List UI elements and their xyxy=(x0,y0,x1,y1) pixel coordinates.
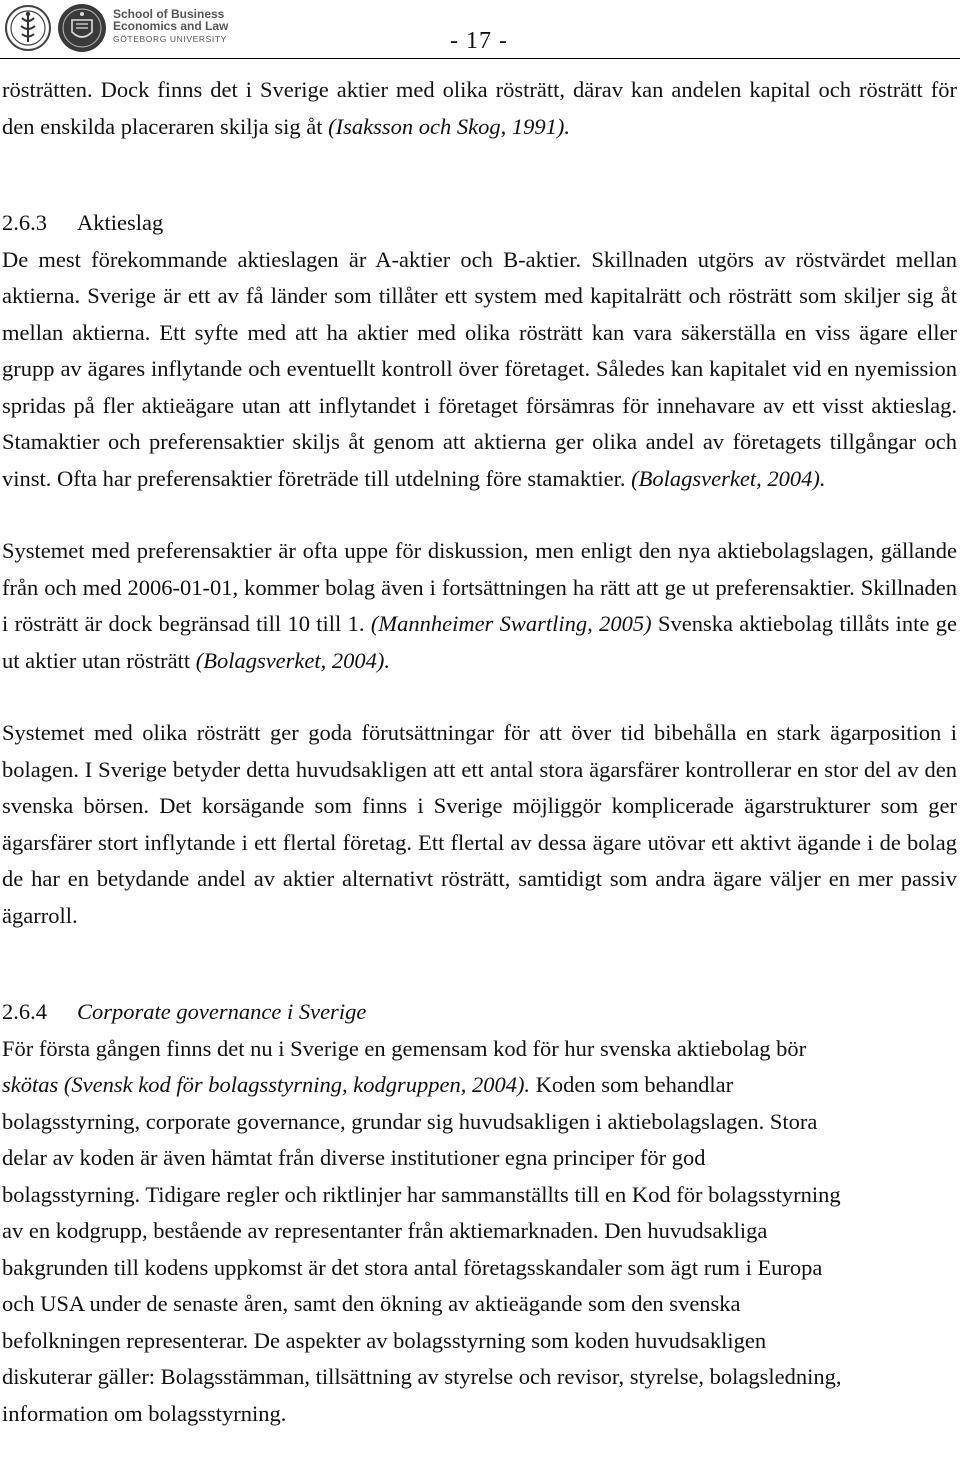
logo-line-3: GÖTEBORG UNIVERSITY xyxy=(113,34,227,44)
paragraph-3 xyxy=(2,533,957,679)
section-heading-aktieslag xyxy=(2,205,957,242)
citation: (Bolagsverket, 2004). xyxy=(195,647,391,673)
text-line: befolkningen representerar. De aspekter av bolagsstyrning som koden huvudsakligen xyxy=(2,1327,767,1353)
logo-line-1: School of Business xyxy=(113,7,225,21)
text-fragment: Koden som behandlar xyxy=(530,1072,734,1097)
paragraph-4: Systemet med olika rösträtt ger goda förutsättningar för att över tid bibehålla en stark ägarposition i bolagen. I Sverige betyder detta huvudsakligen att ett antal stora ägarsfärer kontrollerar en stor del av den svenska börsen. Det korsägande som finns i Sverige möjliggör komplicerade ägarstrukturer som ger ägarsfärer stort inflytande i ett flertal företag. Ett flertal av dessa ägare utövar ett aktivt ägande i de bolag de har en betydande andel av aktier alternativt rösträtt, samtidigt som andra ägare väljer en mer passiv ägarroll. xyxy=(2,720,957,928)
document-body xyxy=(2,72,957,1432)
text-line: information om bolagsstyrning. xyxy=(2,1400,287,1426)
citation: (Bolagsverket, 2004). xyxy=(631,465,826,491)
university-crest-icon xyxy=(56,2,108,54)
text-line: bolagsstyrning. Tidigare regler och riktlinjer har sammanställts till en Kod för bolagsstyrning xyxy=(2,1181,841,1207)
text-line xyxy=(2,1067,957,1104)
section-number: 2.6.3 xyxy=(2,210,47,235)
section-heading-corporate-governance xyxy=(2,994,957,1031)
paragraph-2-text: De mest förekommande aktieslagen är A-aktier och B-aktier. Skillnaden utgörs av röstvärdet mellan aktierna. Sverige är ett av få länder som tillåter ett system med kapitalrätt och rösträtt som skiljer sig åt mellan aktierna. Ett syfte med att ha aktier med olika rösträtt kan vara säkerställa en viss ägare eller grupp av ägares inflytande och eventuellt kontroll över företaget. Således kan kapitalet vid en nyemission spridas på fler aktieägare utan att inflytandet i företaget försämras för innehavare av ett visst aktieslag. Stamaktier och preferensaktier skiljs åt genom att aktierna ger olika andel av företagets tillgångar och vinst. Ofta har preferensaktier företräde till utdelning före stamaktier. xyxy=(2,246,957,491)
section-title: Aktieslag xyxy=(77,210,164,235)
citation: skötas (Svensk kod för bolagsstyrning, kodgruppen, 2004). xyxy=(2,1072,531,1097)
section-title: Corporate governance i Sverige xyxy=(77,999,367,1024)
paragraph-1 xyxy=(2,72,957,145)
citation: (Isaksson och Skog, 1991). xyxy=(328,113,570,139)
paragraph-1-text: rösträtten. Dock finns det i Sverige aktier med olika rösträtt, därav kan andelen kapital och rösträtt för den enskilda placeraren skilja sig åt xyxy=(2,77,957,139)
logo-line-2: Economics and Law xyxy=(113,19,229,33)
text-line: bolagsstyrning, corporate governance, grundar sig huvudsakligen i aktiebolagslagen. Stora xyxy=(2,1108,818,1134)
university-seal-icon xyxy=(4,2,52,54)
paragraph-2 xyxy=(2,242,957,498)
header-divider xyxy=(0,58,960,59)
text-line: av en kodgrupp, bestående av representanter från aktiemarknaden. Den huvudsakliga xyxy=(2,1218,768,1243)
text-line: delar av koden är även hämtat från diverse institutioner egna principer för god xyxy=(2,1145,706,1170)
text-line: bakgrunden till kodens uppkomst är det stora antal företagsskandaler som ägt rum i Europa xyxy=(2,1254,823,1280)
school-logo-text xyxy=(113,8,228,45)
paragraph-3-text-2: Svenska aktiebolag tillåts inte ge ut aktier utan rösträtt xyxy=(2,611,957,673)
section-number: 2.6.4 xyxy=(2,999,47,1024)
text-line: diskuterar gäller: Bolagsstämman, tillsättning av styrelse och revisor, styrelse, bolagsledning, xyxy=(2,1364,842,1389)
text-line: och USA under de senaste åren, samt den ökning av aktieägande som den svenska xyxy=(2,1291,741,1316)
paragraph-3-text: Systemet med preferensaktier är ofta uppe för diskussion, men enligt den nya aktiebolagslagen, gällande från och med 2006-01-01, kommer bolag även i fortsättningen ha rätt att ge ut preferensaktier. Skillnaden i rösträtt är dock begränsad till 10 till 1. xyxy=(2,538,957,636)
page-number: - 17 - xyxy=(450,28,508,54)
citation: (Mannheimer Swartling, 2005) xyxy=(370,611,652,636)
paragraph-5 xyxy=(2,1031,957,1433)
text-line: För första gången finns det nu i Sverige en gemensam kod för hur svenska aktiebolag bör xyxy=(2,1035,807,1061)
page-header xyxy=(0,0,960,60)
